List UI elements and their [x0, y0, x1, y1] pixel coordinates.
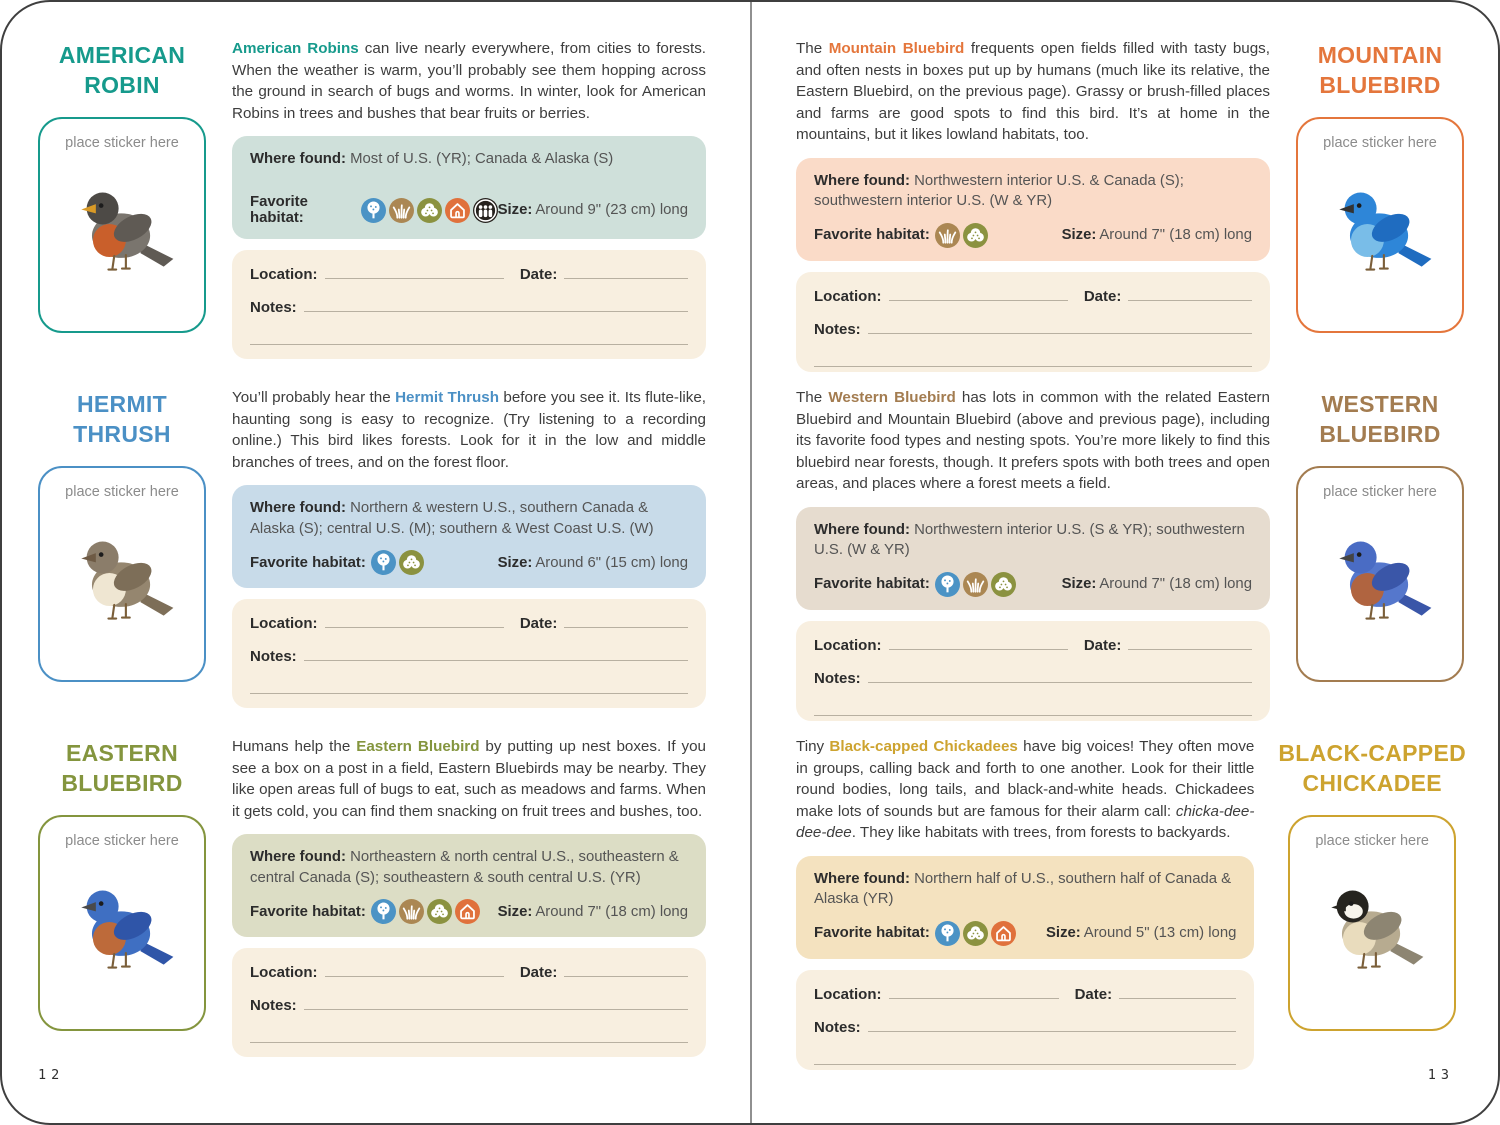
size-label: Size: [1061, 576, 1097, 593]
place-sticker-label: place sticker here [65, 134, 179, 151]
date-line[interactable] [1128, 285, 1252, 301]
grassland-icon [389, 198, 414, 223]
bird-description [796, 387, 1270, 495]
size-info [498, 202, 688, 218]
entry-content-column [796, 736, 1254, 1069]
size-info [1062, 576, 1252, 592]
location-label: Location: [814, 287, 882, 305]
sticker-box[interactable] [38, 117, 206, 333]
bird-description [232, 736, 706, 822]
description-text: have big voices! They often move in groups, calling back and forth to one another. Look for their little round bodies, long tails, and black-and-white heads. Chickadees make lots of sounds but are famous for their alarm call: [796, 738, 1255, 820]
habitat-icons [935, 921, 1016, 946]
where-found-row [250, 847, 688, 888]
notes-line-2[interactable] [250, 329, 688, 345]
favorite-habitat-label: Favorite habitat: [814, 925, 930, 942]
log-box [232, 250, 706, 359]
habitat-size-row [814, 921, 1236, 946]
notes-row [250, 645, 688, 665]
location-label: Location: [814, 636, 882, 654]
bird-name-highlight: Black-capped Chickadees [829, 738, 1018, 755]
description-italic-call: chicka-dee-dee-dee [796, 802, 1255, 842]
habitat-icons [361, 198, 498, 223]
bird-title-line2: CHICKADEE [1302, 770, 1442, 797]
description-text: can live nearly everywhere, from cities to forests. When the weather is warm, you’ll probably see them hopping across the ground in search of bugs and worms. In winter, look for American Robins in trees and bushes that bear fruits or berries. [232, 40, 707, 122]
page-number-left: 12 [38, 1067, 65, 1083]
size-info [498, 904, 688, 920]
location-line[interactable] [889, 634, 1068, 650]
bird-title-line2: BLUEBIRD [1319, 421, 1441, 448]
bird-illustration [59, 514, 185, 637]
location-label: Location: [250, 964, 318, 982]
date-line[interactable] [1128, 634, 1252, 650]
info-box [796, 158, 1270, 261]
description-text: The [796, 40, 829, 57]
favorite-habitat-label: Favorite habitat: [814, 576, 930, 593]
sticker-box[interactable] [1288, 815, 1456, 1031]
place-sticker-label: place sticker here [65, 483, 179, 500]
info-box [232, 136, 706, 239]
where-found-value: Northern & western U.S., southern Canada & Alaska (S); central U.S. (M); southern & West Coast U.S. (W) [250, 500, 654, 537]
bird-title-line2: BLUEBIRD [61, 770, 183, 797]
habitat-icons [935, 223, 988, 248]
description-text: frequents open fields filled with tasty bugs, and often nests in boxes put up by humans (much like its relative, the Eastern Bluebird, on the previous page). Grassy or brush-filled places and farms are good spots to find this bird. It’s at home in the mountains, but it likes lowland habitats, too. [796, 40, 1270, 144]
scrub-icon [427, 899, 452, 924]
habitat-icons [935, 572, 1016, 597]
size-label: Size: [1046, 925, 1081, 942]
city-icon [473, 198, 498, 223]
notes-line[interactable] [868, 1016, 1237, 1032]
notes-line[interactable] [304, 994, 688, 1010]
bird-illustration [1317, 165, 1443, 288]
favorite-habitat [814, 921, 1016, 946]
scrub-icon [399, 550, 424, 575]
entry-western-bluebird [796, 387, 1466, 720]
bird-title-line1: BLACK-CAPPED [1278, 740, 1466, 766]
notes-extra-row [814, 351, 1252, 367]
where-found-row [814, 171, 1252, 212]
log-box [796, 272, 1270, 372]
scrub-icon [417, 198, 442, 223]
notes-row [814, 318, 1252, 338]
bird-illustration [1317, 514, 1443, 637]
description-text: You’ll probably hear the [232, 389, 396, 406]
place-sticker-label: place sticker here [1323, 134, 1437, 151]
location-date-row [250, 961, 688, 981]
notes-row [814, 667, 1252, 687]
favorite-habitat [250, 550, 424, 575]
forest-icon [371, 550, 396, 575]
location-line[interactable] [325, 961, 504, 977]
backyard-icon [445, 198, 470, 223]
notes-line-2[interactable] [814, 1049, 1236, 1065]
habitat-icons [371, 550, 424, 575]
size-label: Size: [1061, 227, 1097, 244]
location-date-row [814, 285, 1252, 305]
description-text: before you see it. Its flute-like, haunting song is easy to recognize. (Try listening to a recording online.) This bird likes forests. Look for it in the low and middle branches of trees, and on the forest floor. [232, 389, 706, 471]
location-date-row [814, 983, 1236, 1003]
size-label: Size: [497, 554, 533, 571]
notes-line-2[interactable] [250, 678, 688, 694]
bird-title [1278, 738, 1466, 799]
location-line[interactable] [889, 285, 1068, 301]
where-found-label: Where found: [814, 870, 910, 887]
notes-label: Notes: [250, 997, 297, 1015]
notes-line[interactable] [868, 667, 1252, 683]
where-found-value: Northwestern interior U.S. (S & YR); southwestern U.S. (W & YR) [814, 521, 1245, 559]
description-text: The [796, 389, 829, 406]
location-date-row [250, 263, 688, 283]
forest-icon [371, 899, 396, 924]
scrub-icon [963, 223, 988, 248]
description-text: has lots in common with the related Eastern Bluebird and Mountain Bluebird (above and previous page), including its favorite food types and nesting spots. You’re more likely to find this bluebird near forests, though. It prefers spots with both trees and open areas, and places where a forest meets a field. [796, 389, 1270, 493]
sticker-box[interactable] [1296, 117, 1464, 333]
entry-mountain-bluebird [796, 38, 1466, 371]
where-found-row [814, 869, 1236, 910]
info-box [796, 856, 1254, 959]
notes-label: Notes: [250, 299, 297, 317]
date-line[interactable] [564, 612, 688, 628]
where-found-value: Northeastern & north central U.S., southeastern & central Canada (S); southeastern & south central U.S. (YR) [250, 849, 679, 886]
size-value: Around 7" (18 cm) long [535, 903, 688, 920]
notes-extra-row [250, 678, 688, 694]
grassland-icon [935, 223, 960, 248]
bird-title [59, 40, 185, 101]
info-box [232, 485, 706, 588]
size-value: Around 9" (23 cm) long [535, 202, 688, 219]
favorite-habitat-label: Favorite habitat: [250, 554, 366, 571]
notes-row [250, 994, 688, 1014]
bird-title [61, 738, 182, 799]
notes-line-2[interactable] [250, 1027, 688, 1043]
entry-side-column [1294, 387, 1466, 720]
info-box [796, 507, 1270, 610]
bird-title-line1: HERMIT [77, 391, 167, 417]
bird-title-line1: EASTERN [65, 740, 178, 766]
scrub-icon [963, 921, 988, 946]
date-label: Date: [519, 964, 558, 982]
forest-icon [935, 572, 960, 597]
page-right [750, 2, 1498, 1123]
where-found-label: Where found: [250, 151, 346, 168]
favorite-habitat [250, 899, 480, 924]
notes-extra-row [814, 700, 1252, 716]
favorite-habitat-label: Favorite habitat: [250, 194, 308, 227]
habitat-size-row [250, 194, 688, 226]
description-text: by putting up nest boxes. If you see a box on a post in a field, Eastern Bluebirds may be nearby. They like open areas full of bugs to eat, such as meadows and farms. When it gets cold, you can find them snacking on fruit trees and bushes, too. [232, 738, 707, 820]
location-line[interactable] [325, 263, 504, 279]
where-found-value: Northwestern interior U.S. & Canada (S); southwestern interior U.S. (W & YR) [814, 172, 1184, 210]
entry-side-column [36, 736, 208, 1069]
notes-label: Notes: [814, 1018, 861, 1036]
entry-content-column [232, 387, 706, 720]
description-text: Tiny [796, 738, 830, 755]
bird-title-line1: MOUNTAIN [1317, 42, 1443, 68]
size-value: Around 5" (13 cm) long [1083, 925, 1237, 942]
log-box [796, 970, 1254, 1070]
backyard-icon [455, 899, 480, 924]
bird-title-line1: WESTERN [1321, 391, 1439, 417]
where-found-row [814, 520, 1252, 561]
favorite-habitat [814, 572, 1016, 597]
notes-line-2[interactable] [814, 351, 1252, 367]
bird-name-highlight: American Robins [232, 40, 359, 57]
bird-illustration [1309, 863, 1435, 986]
entry-content-column [232, 736, 706, 1069]
bird-description [796, 736, 1254, 844]
where-found-value: Most of U.S. (YR); Canada & Alaska (S) [350, 151, 614, 168]
notes-extra-row [250, 1027, 688, 1043]
size-value: Around 6" (15 cm) long [535, 554, 688, 571]
size-label: Size: [497, 202, 533, 219]
notes-line[interactable] [868, 318, 1252, 334]
place-sticker-label: place sticker here [65, 832, 179, 849]
location-date-row [814, 634, 1252, 654]
where-found-value: Northern half of U.S., southern half of Canada & Alaska (YR) [814, 870, 1232, 908]
favorite-habitat-label: Favorite habitat: [814, 227, 930, 244]
sticker-box[interactable] [38, 815, 206, 1031]
date-line[interactable] [564, 263, 688, 279]
where-found-label: Where found: [814, 172, 910, 189]
where-found-label: Where found: [250, 500, 346, 517]
favorite-habitat [250, 194, 498, 226]
entry-eastern-bluebird [36, 736, 706, 1069]
where-found-label: Where found: [250, 849, 346, 866]
entry-content-column [232, 38, 706, 371]
bird-title-line2: ROBIN [84, 72, 160, 99]
date-line[interactable] [564, 961, 688, 977]
bird-name-highlight: Western Bluebird [828, 389, 956, 406]
bird-illustration [59, 165, 185, 288]
size-info [498, 555, 688, 571]
bird-title [1318, 40, 1443, 101]
habitat-size-row [814, 223, 1252, 248]
notes-extra-row [250, 329, 688, 345]
entry-content-column [796, 38, 1270, 371]
entry-black-capped-chickadee [796, 736, 1466, 1069]
location-date-row [250, 612, 688, 632]
info-box [232, 834, 706, 937]
bird-illustration [59, 863, 185, 986]
size-label: Size: [497, 903, 533, 920]
date-label: Date: [519, 615, 558, 633]
habitat-icons [371, 899, 480, 924]
page-left [2, 2, 750, 1123]
log-box [796, 621, 1270, 721]
page-number-right: 13 [1427, 1067, 1454, 1083]
bird-name-highlight: Hermit Thrush [395, 389, 500, 406]
bird-description [232, 387, 706, 473]
backyard-icon [991, 921, 1016, 946]
description-text: Humans help the [232, 738, 357, 755]
notes-label: Notes: [250, 648, 297, 666]
bird-name-highlight: Mountain Bluebird [828, 40, 965, 57]
bird-title-line2: BLUEBIRD [1319, 72, 1441, 99]
bird-title-line1: AMERICAN [58, 42, 186, 68]
bird-description [232, 38, 706, 124]
notes-line[interactable] [304, 645, 688, 661]
forest-icon [935, 921, 960, 946]
place-sticker-label: place sticker here [1315, 832, 1429, 849]
scrub-icon [991, 572, 1016, 597]
date-label: Date: [1083, 287, 1122, 305]
location-label: Location: [814, 985, 882, 1003]
size-info [1046, 925, 1236, 941]
date-label: Date: [1074, 985, 1113, 1003]
grassland-icon [963, 572, 988, 597]
notes-row [250, 296, 688, 316]
favorite-habitat-label: Favorite habitat: [250, 903, 366, 920]
bird-title-line2: THRUSH [73, 421, 171, 448]
notes-label: Notes: [814, 320, 861, 338]
sticker-box[interactable] [1296, 466, 1464, 682]
date-label: Date: [1083, 636, 1122, 654]
favorite-habitat [814, 223, 988, 248]
entry-side-column [1278, 736, 1466, 1069]
size-value: Around 7" (18 cm) long [1099, 227, 1252, 244]
sticker-box[interactable] [38, 466, 206, 682]
date-label: Date: [519, 266, 558, 284]
location-label: Location: [250, 615, 318, 633]
notes-line-2[interactable] [814, 700, 1252, 716]
entry-side-column [1294, 38, 1466, 371]
bird-title [73, 389, 171, 450]
where-found-row [250, 498, 688, 539]
habitat-size-row [814, 572, 1252, 597]
notes-extra-row [814, 1049, 1236, 1065]
place-sticker-label: place sticker here [1323, 483, 1437, 500]
page-divider [750, 2, 752, 1123]
entry-content-column [796, 387, 1270, 720]
description-text: . They like habitats with trees, from forests to backyards. [851, 824, 1231, 842]
bird-title [1319, 389, 1440, 450]
date-line[interactable] [1119, 983, 1236, 999]
size-value: Around 7" (18 cm) long [1099, 576, 1252, 593]
habitat-size-row [250, 550, 688, 575]
log-box [232, 948, 706, 1057]
notes-label: Notes: [814, 669, 861, 687]
entry-side-column [36, 387, 208, 720]
bird-description [796, 38, 1270, 146]
entry-american-robin [36, 38, 706, 371]
location-line[interactable] [325, 612, 504, 628]
forest-icon [361, 198, 386, 223]
grassland-icon [399, 899, 424, 924]
size-info [1062, 227, 1252, 243]
entry-side-column [36, 38, 208, 371]
notes-line[interactable] [304, 296, 688, 312]
entry-hermit-thrush [36, 387, 706, 720]
where-found-row [250, 149, 688, 170]
notes-row [814, 1016, 1236, 1036]
habitat-size-row [250, 899, 688, 924]
bird-name-highlight: Eastern Bluebird [356, 738, 480, 755]
location-line[interactable] [889, 983, 1059, 999]
log-box [232, 599, 706, 708]
where-found-label: Where found: [814, 521, 910, 538]
location-label: Location: [250, 266, 318, 284]
